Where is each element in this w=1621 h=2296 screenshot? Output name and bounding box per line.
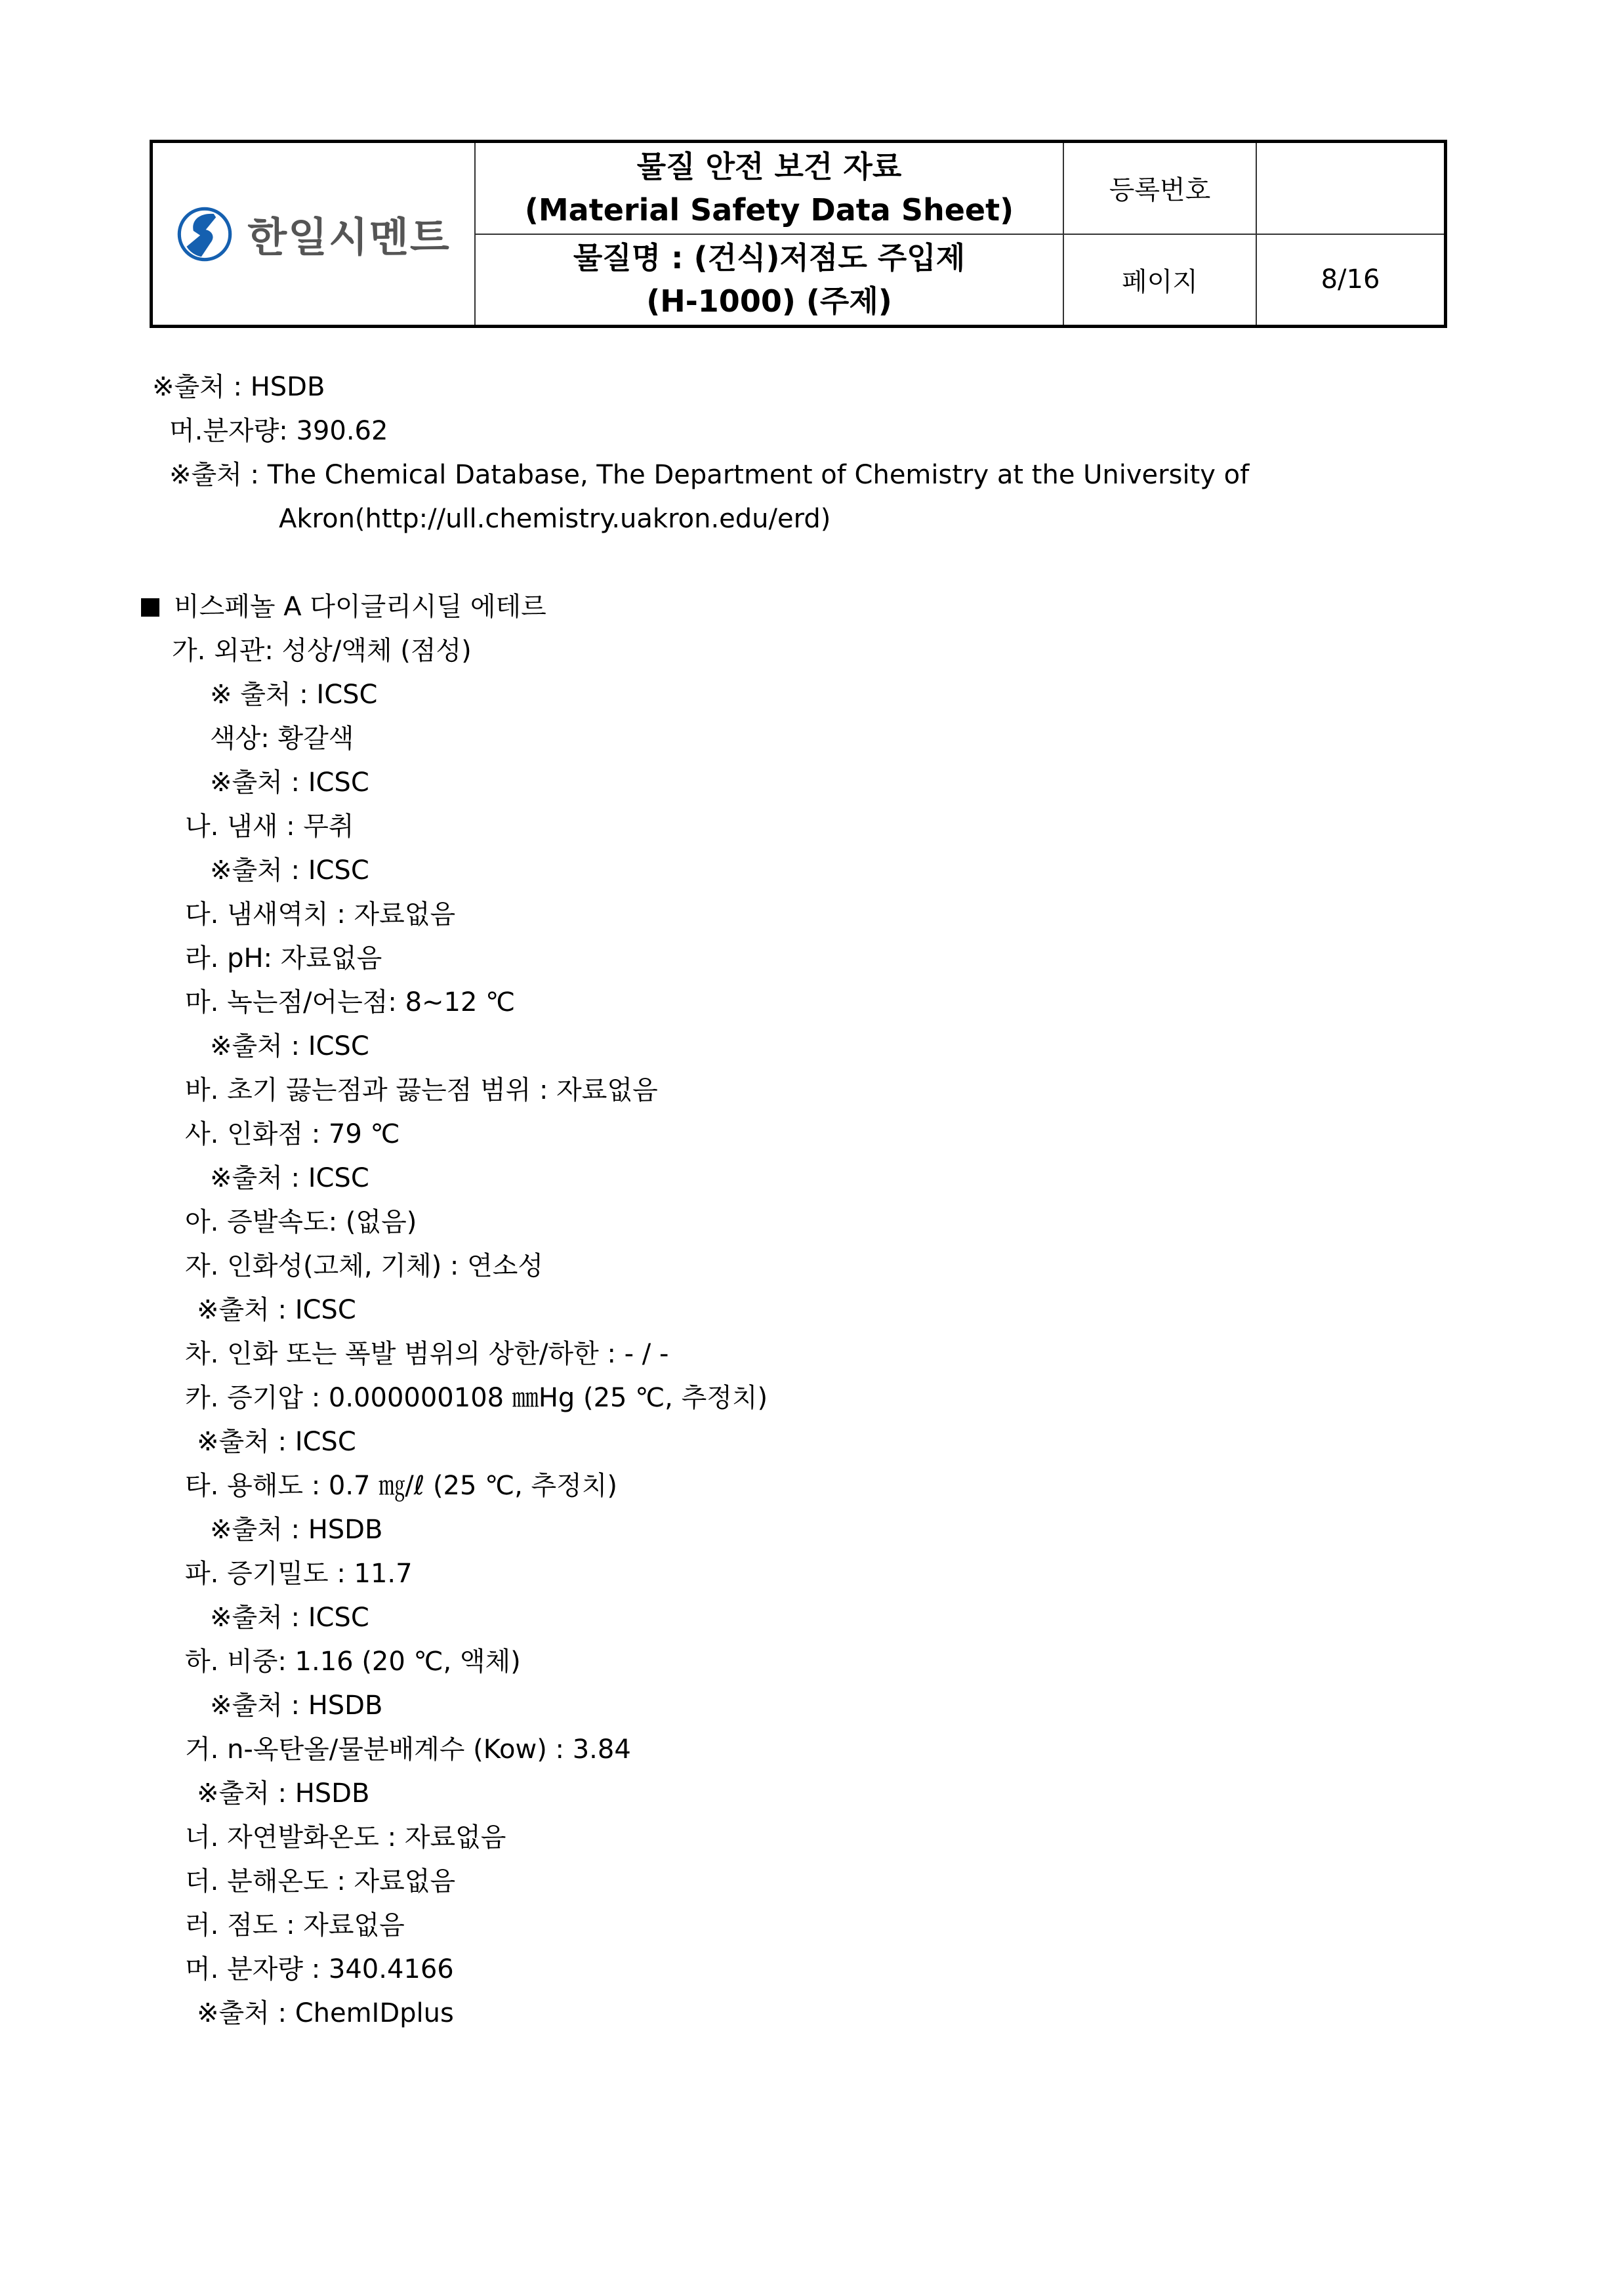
page-label: 페이지 [1063,234,1256,327]
property-line: 머. 분자량 : 340.4166 [185,1954,454,1984]
property-line: 색상: 황갈색 [210,724,354,754]
property-line: 나. 냄새 : 무취 [185,811,354,842]
property-line: 타. 용해도 : 0.7 ㎎/ℓ (25 ℃, 추정치) [185,1471,618,1501]
product-cell [475,234,1063,327]
source-note: ※출처 : HSDB [210,1515,383,1545]
company-logo-icon [176,206,233,262]
document-title-ko: 물질 안전 보건 자료 [636,148,902,184]
property-line: 더. 분해온도 : 자료없음 [185,1866,456,1896]
property-line: 자. 인화성(고체, 기체) : 연소성 [185,1251,544,1281]
property-line: 사. 인화점 : 79 ℃ [185,1119,400,1149]
source-note: ※출처 : ICSC [210,768,369,798]
source-note: ※출처 : ICSC [197,1427,356,1457]
property-line: 라. pH: 자료없음 [185,943,382,974]
source-note: ※출처 : ICSC [210,855,369,886]
property-line: 차. 인화 또는 폭발 범위의 상한/하한 : - / - [185,1339,669,1369]
property-line: 바. 초기 끓는점과 끓는점 범위 : 자료없음 [185,1075,658,1105]
property-line: 카. 증기압 : 0.000000108 ㎜Hg (25 ℃, 추정치) [185,1383,768,1413]
title-cell [475,142,1063,234]
company-name: 한일시멘트 [247,213,451,261]
source-note: ※출처 : HSDB [197,1778,370,1809]
source-note: ※ 출처 : ICSC [210,680,378,710]
prev-section-line: Akron(http://ull.chemistry.uakron.edu/erd) [279,504,831,534]
property-line: 아. 증발속도: (없음) [185,1207,417,1237]
logo-cell [152,142,476,327]
product-code: (H-1000) (주제) [646,283,892,319]
reg-no-value [1256,142,1446,234]
source-note: ※출처 : HSDB [210,1691,383,1721]
reg-no-label: 등록번호 [1063,142,1256,234]
source-note: ※출처 : ICSC [197,1295,356,1325]
property-line: 파. 증기밀도 : 11.7 [185,1559,413,1589]
property-line: 러. 점도 : 자료없음 [185,1910,405,1940]
msds-header-table [150,140,1447,328]
source-note: ※출처 : ICSC [210,1163,369,1193]
prev-section-line: 머.분자량: 390.62 [169,416,388,446]
prev-section-line: ※출처 : The Chemical Database, The Department of Chemistry at the University of [169,460,1250,490]
section-title: 비스페놀 A 다이글리시딜 에테르 [174,592,546,622]
source-note: ※출처 : ChemIDplus [197,1998,454,2028]
source-note: ※출처 : ICSC [210,1031,369,1061]
product-name: 물질명 : (건식)저점도 주입제 [573,240,966,276]
property-line: 하. 비중: 1.16 (20 ℃, 액체) [185,1647,521,1677]
property-line: 다. 냄새역치 : 자료없음 [185,899,456,930]
property-line: 가. 외관: 성상/액체 (점성) [172,636,472,666]
property-line: 마. 녹는점/어는점: 8~12 ℃ [185,987,516,1017]
square-bullet-icon [141,598,159,617]
page-number: 8/16 [1256,234,1446,327]
prev-section-line: ※출처 : HSDB [152,372,325,402]
company-logo [153,205,474,263]
section-heading [141,590,546,623]
property-line: 거. n-옥탄올/물분배계수 (Kow) : 3.84 [185,1734,631,1765]
document-title-en: (Material Safety Data Sheet) [524,192,1014,228]
source-note: ※출처 : ICSC [210,1603,369,1633]
property-line: 너. 자연발화온도 : 자료없음 [185,1822,506,1853]
